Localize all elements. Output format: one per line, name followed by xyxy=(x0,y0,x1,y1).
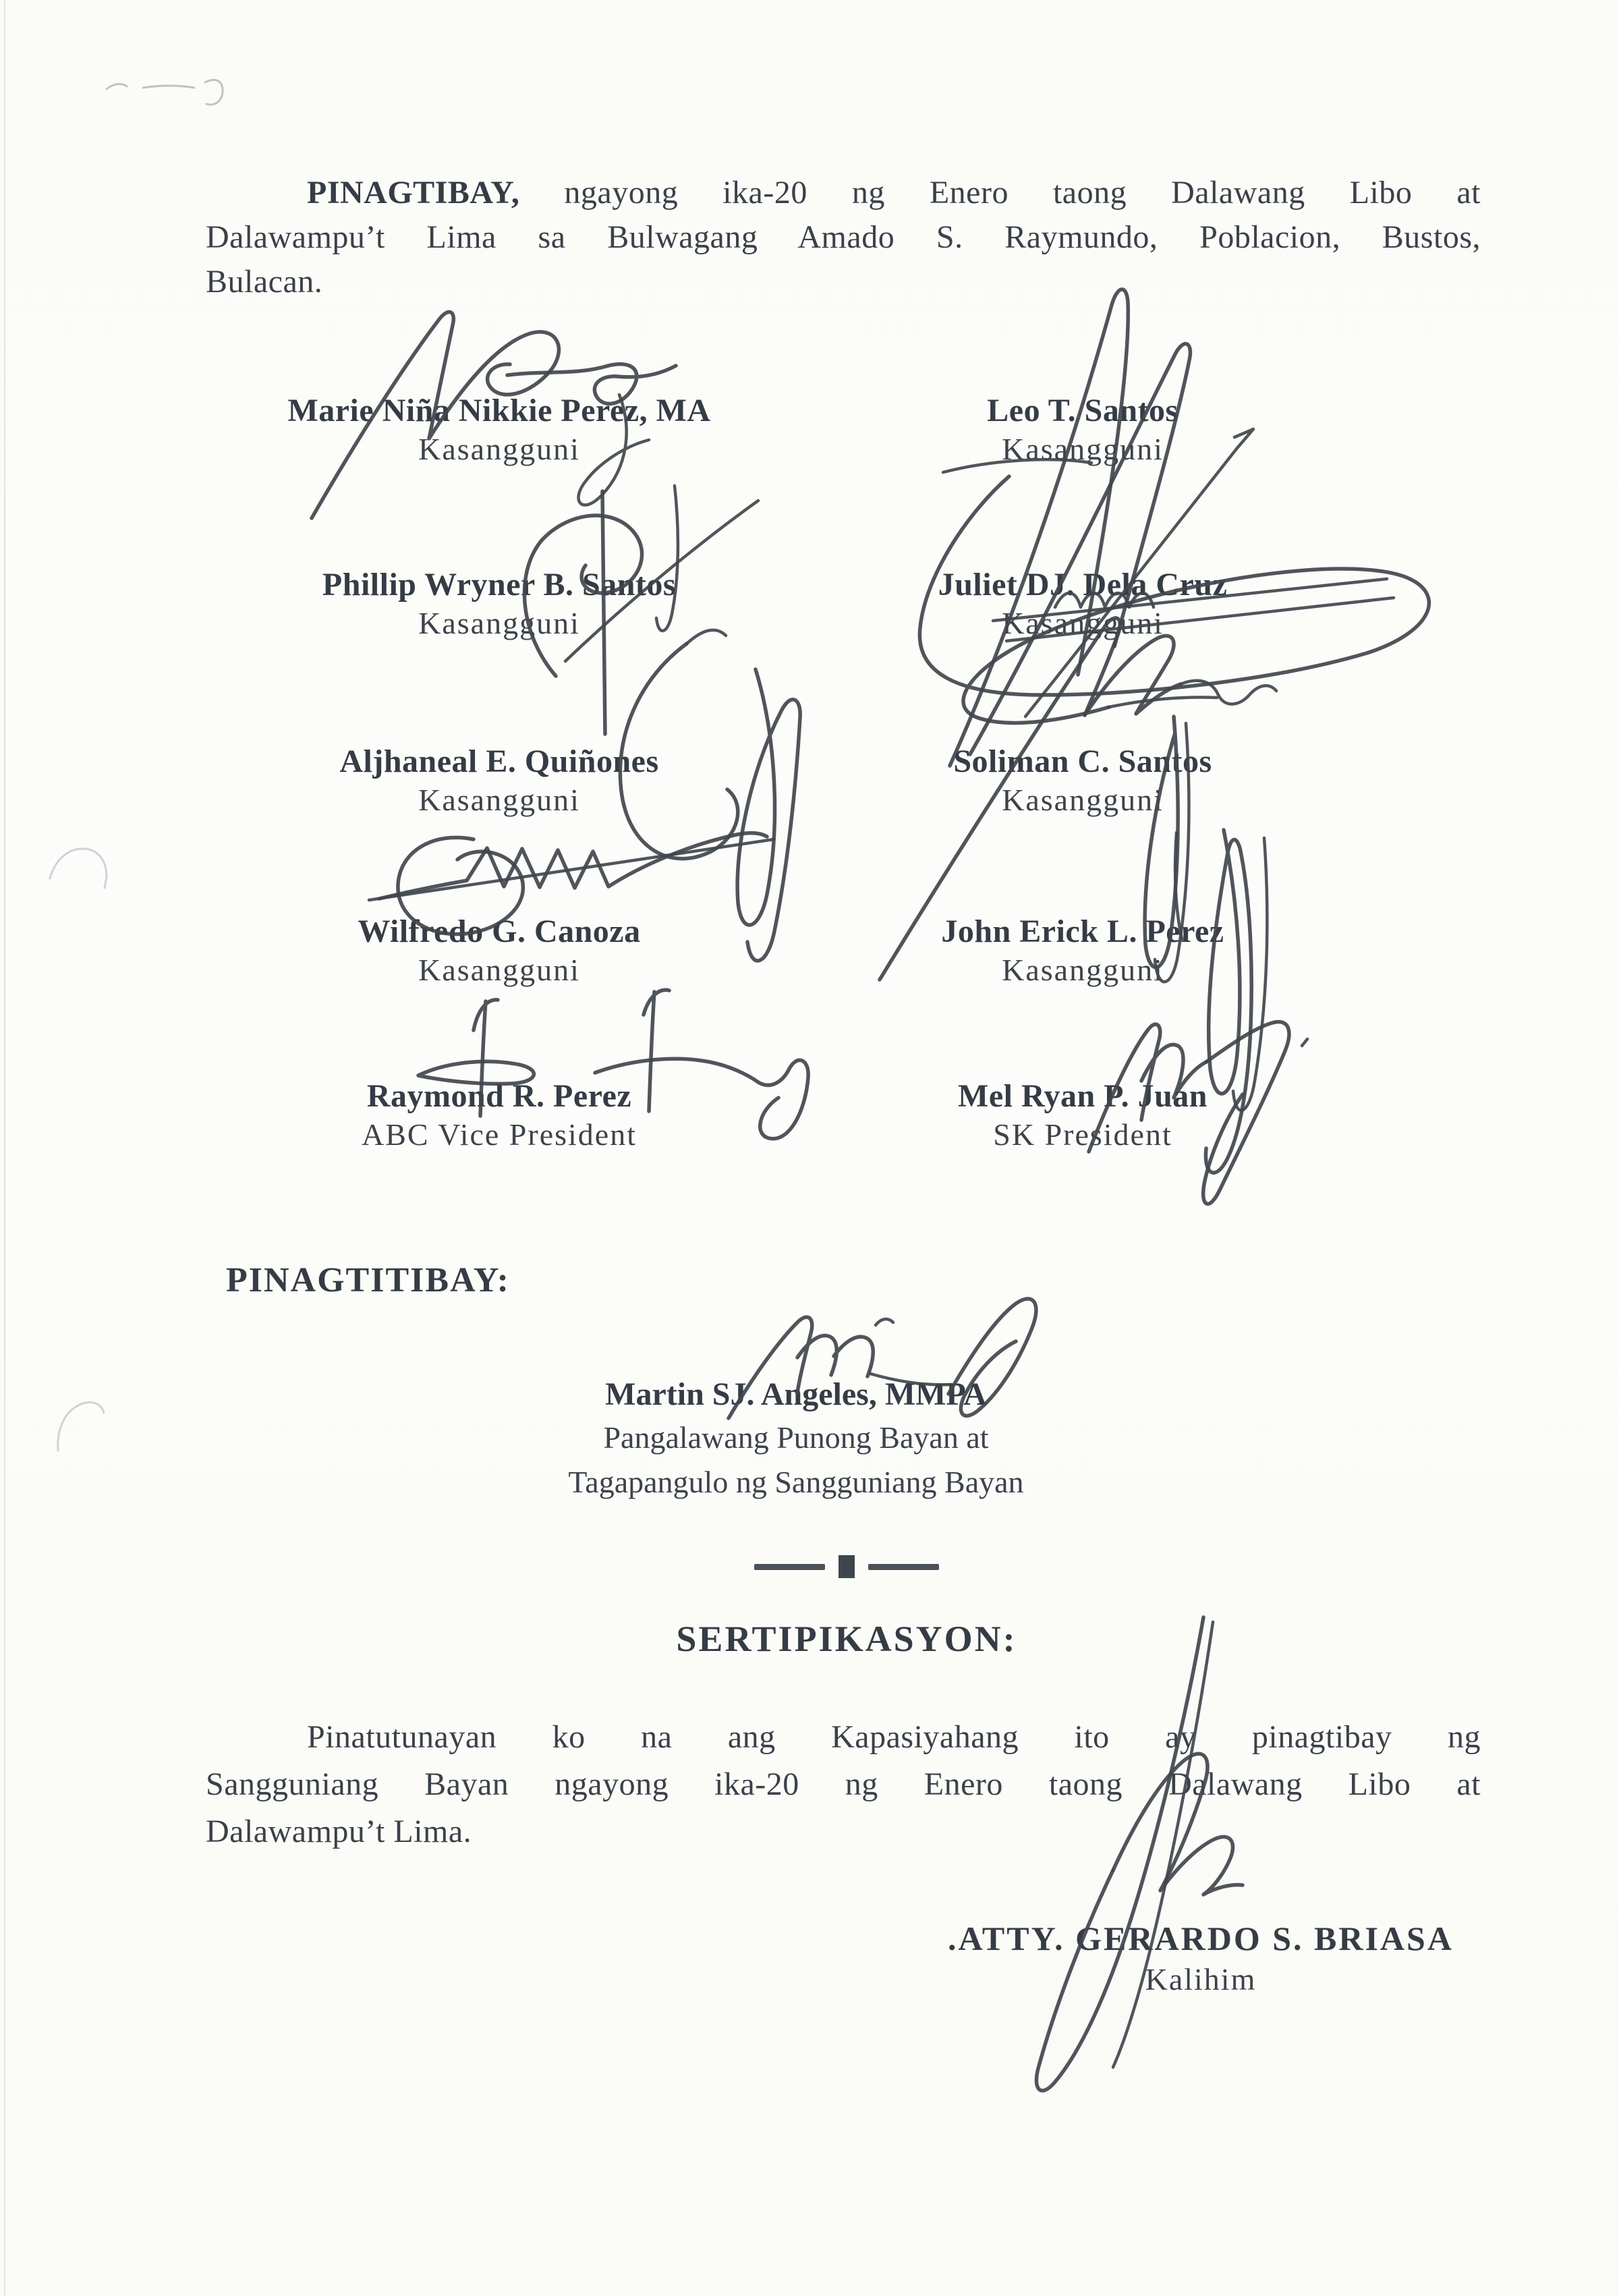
signatory-title: Kasangguni xyxy=(1002,783,1164,817)
signatory-name: Wilfredo G. Canoza xyxy=(358,914,641,949)
signatory-block xyxy=(799,391,1366,468)
scan-paper-edge xyxy=(4,0,5,2296)
signatory-name: Soliman C. Santos xyxy=(953,744,1212,779)
signatory-block xyxy=(799,565,1366,642)
attestation-heading: PINAGTITIBAY: xyxy=(226,1261,510,1299)
signatory-name: Mel Ryan P. Juan xyxy=(958,1078,1208,1114)
signatory-block xyxy=(799,912,1366,989)
signatory-title: ABC Vice President xyxy=(361,1117,637,1152)
section-divider xyxy=(754,1552,939,1581)
adoption-line-2: Dalawampu’t Lima sa Bulwagang Amado S. Raymundo, Poblacion, Bustos, xyxy=(206,219,1481,255)
pencil-mark-top-left xyxy=(107,80,223,105)
signatory-title: Kasangguni xyxy=(1002,953,1164,987)
attestation-title-line-1: Pangalawang Punong Bayan at xyxy=(603,1420,989,1455)
certification-line-2: Sangguniang Bayan ngayong ika-20 ng Enero taong Dalawang Libo at xyxy=(206,1766,1481,1802)
signatory-name: Phillip Wryner B. Santos xyxy=(322,567,677,603)
attestation-title-line-2: Tagapangulo ng Sangguniang Bayan xyxy=(568,1465,1024,1499)
adoption-line-3: Bulacan. xyxy=(206,264,323,300)
scan-smudge-arc-1 xyxy=(50,849,107,888)
signatory-name: Juliet DJ. Dela Cruz xyxy=(938,567,1228,603)
signatory-title: Kasangguni xyxy=(418,953,580,987)
signature-leo-santos-scribble xyxy=(943,289,1253,766)
signatory-name: Aljhaneal E. Quiñones xyxy=(339,744,659,779)
certification-paragraph xyxy=(206,1714,1481,1855)
signatory-title: Kasangguni xyxy=(418,606,580,640)
certifying-officer-name: .ATTY. GERARDO S. BRIASA xyxy=(948,1920,1454,1957)
signatory-block xyxy=(799,742,1366,819)
adoption-paragraph xyxy=(206,171,1481,304)
certifying-officer-block xyxy=(907,1917,1494,2000)
adoption-line-1-rest: ngayong ika-20 ng Enero taong Dalawang Libo at xyxy=(564,175,1481,211)
signatory-title: Kasangguni xyxy=(1002,606,1164,640)
scan-smudge-arc-2 xyxy=(58,1402,104,1451)
signatory-block xyxy=(216,391,783,468)
signatory-title: SK President xyxy=(993,1117,1172,1152)
signatory-title: Kasangguni xyxy=(418,432,580,466)
adoption-lead-word: PINAGTIBAY, xyxy=(307,175,520,211)
certification-line-1: Pinatutunayan ko na ang Kapasiyahang ito ay pinagtibay ng xyxy=(307,1719,1481,1755)
certification-line-3: Dalawampu’t Lima. xyxy=(206,1814,472,1849)
signatory-title: Kasangguni xyxy=(1002,432,1164,466)
attestation-name: Martin SJ. Angeles, MMPA xyxy=(605,1376,987,1412)
attestation-block xyxy=(459,1374,1133,1505)
signatory-name: John Erick L. Perez xyxy=(941,914,1224,949)
signatory-block xyxy=(216,912,783,989)
adoption-line-1 xyxy=(206,171,1481,215)
signatory-name: Marie Niña Nikkie Perez, MA xyxy=(287,393,711,428)
certification-heading: SERTIPIKASYON: xyxy=(676,1619,1017,1659)
signatory-name: Leo T. Santos xyxy=(987,393,1178,428)
signatory-block xyxy=(216,565,783,642)
divider-square xyxy=(839,1555,855,1578)
signatory-name: Raymond R. Perez xyxy=(366,1078,632,1114)
divider-dash-right xyxy=(868,1564,939,1570)
divider-dash-left xyxy=(754,1564,825,1570)
certifying-officer-title: Kalihim xyxy=(1145,1962,1257,1996)
signatory-block xyxy=(216,742,783,819)
signatory-title: Kasangguni xyxy=(418,783,580,817)
signatory-block xyxy=(216,1077,783,1154)
signatory-block xyxy=(799,1077,1366,1154)
